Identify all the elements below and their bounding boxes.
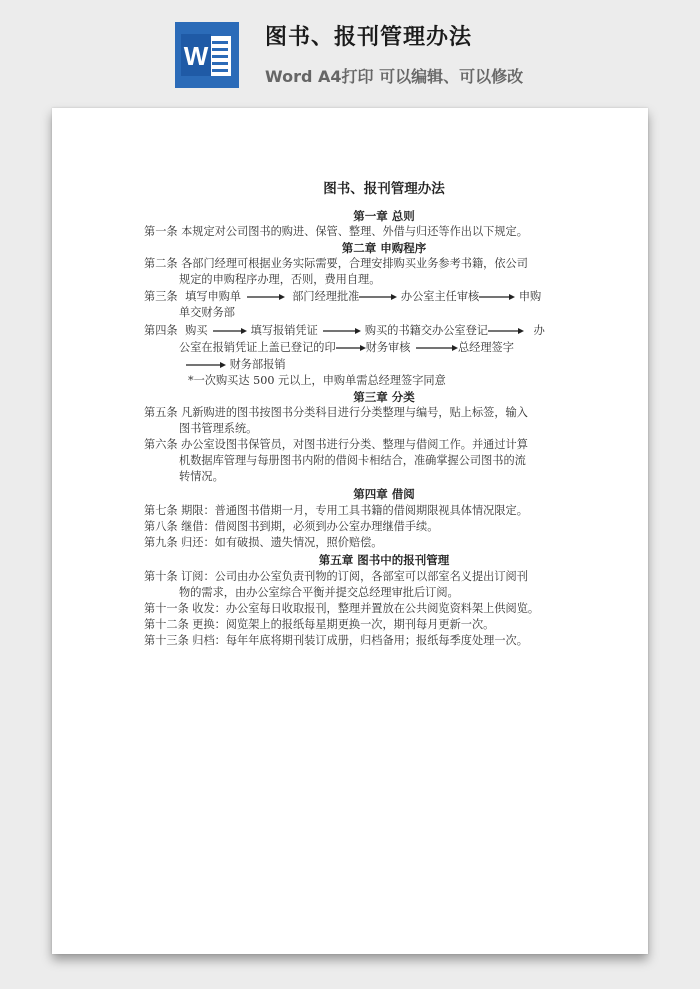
article-4-line-1 (144, 323, 545, 339)
header-banner (0, 0, 700, 100)
flow-step: 财务审核 (365, 341, 411, 354)
article-3-line-2: 单交财务部 (179, 306, 235, 319)
arrow-right-icon (479, 293, 515, 301)
arrow-right-icon (336, 344, 366, 352)
article-3-label: 第三条 (144, 290, 178, 303)
article-2-line-1: 第二条 各部门经理可根据业务实际需要，合理安排购买业务参考书籍，依公司 (144, 257, 528, 270)
document-page (52, 108, 648, 954)
chapter-4-heading: 第四章 借阅 (353, 487, 415, 501)
flow-step: 购买 (185, 324, 208, 337)
article-6-line-1: 第六条 办公室设图书保管员，对图书进行分类、整理与借阅工作。并通过计算 (144, 438, 528, 451)
flow-step: 部门经理批准 (292, 290, 360, 303)
arrow-right-icon (245, 293, 285, 301)
flow-step: 填写申购单 (185, 290, 242, 303)
article-13: 第十三条 归档：每年年底将期刊装订成册，归档备用；报纸每季度处理一次。 (144, 634, 528, 647)
article-5-line-1: 第五条 凡新购进的图书按图书分类科目进行分类整理与编号，贴上标签，输入 (144, 406, 528, 419)
article-4-note: *一次购买达 500 元以上，申购单需总经理签字同意 (188, 374, 446, 387)
word-icon (175, 22, 239, 88)
article-3-line-1 (144, 289, 541, 305)
flow-step: 申购 (518, 290, 542, 303)
article-10-line-1: 第十条 订阅：公司由办公室负责刊物的订阅，各部室可以部室名义提出订阅刊 (144, 570, 528, 583)
article-1: 第一条 本规定对公司图书的购进、保管、整理、外借与归还等作出以下规定。 (144, 225, 528, 238)
flow-step: 办公室主任审核 (400, 290, 480, 303)
flow-step: 填写报销凭证 (250, 324, 318, 337)
arrow-right-icon (211, 327, 247, 335)
arrow-right-icon (321, 327, 361, 335)
chapter-1-heading: 第一章 总则 (353, 209, 415, 223)
article-9: 第九条 归还：如有破损、遗失情况，照价赔偿。 (144, 536, 383, 549)
article-10-line-2: 物的需求，由办公室综合平衡并提交总经理审批后订阅。 (179, 586, 459, 599)
article-4-label: 第四条 (144, 324, 178, 337)
word-icon-letter: W (183, 41, 209, 71)
article-4-line-3 (186, 357, 286, 373)
flow-step: 公室在报销凭证上盖已登记的印 (179, 341, 336, 354)
chapter-5-heading: 第五章 图书中的报刊管理 (318, 553, 450, 567)
article-11: 第十一条 收发：办公室每日收取报刊，整理并置放在公共阅览资料架上供阅览。 (144, 602, 540, 615)
article-5-line-2: 图书管理系统。 (179, 422, 258, 435)
arrow-right-icon (414, 344, 458, 352)
article-4-line-2 (179, 340, 514, 356)
flow-step: 总经理签字 (457, 341, 514, 354)
banner-title: 图书、报刊管理办法 (265, 25, 473, 50)
banner-subtitle: Word A4打印 可以编辑、可以修改 (265, 67, 524, 86)
article-8: 第八条 继借：借阅图书到期，必须到办公室办理继借手续。 (144, 520, 439, 533)
article-12: 第十二条 更换：阅览架上的报纸每星期更换一次，期刊每月更新一次。 (144, 618, 495, 631)
flow-step: 财务部报销 (229, 358, 286, 371)
flow-step: 办 (533, 324, 545, 337)
arrow-right-icon (488, 327, 524, 335)
chapter-2-heading: 第二章 申购程序 (341, 241, 427, 255)
article-7: 第七条 期限：普通图书借期一月，专用工具书籍的借阅期限视具体情况限定。 (144, 504, 528, 517)
arrow-right-icon (359, 293, 397, 301)
article-6-line-3: 转情况。 (179, 470, 224, 483)
flow-step: 购买的书籍交办公室登记 (364, 324, 488, 337)
article-2-line-2: 规定的申购程序办理，否则，费用自理。 (179, 273, 381, 286)
article-6-line-2: 机数据库管理与每册图书内附的借阅卡相结合，准确掌握公司图书的流 (179, 454, 526, 467)
arrow-right-icon (186, 361, 226, 369)
chapter-3-heading: 第三章 分类 (353, 390, 415, 404)
document-title: 图书、报刊管理办法 (323, 181, 445, 197)
